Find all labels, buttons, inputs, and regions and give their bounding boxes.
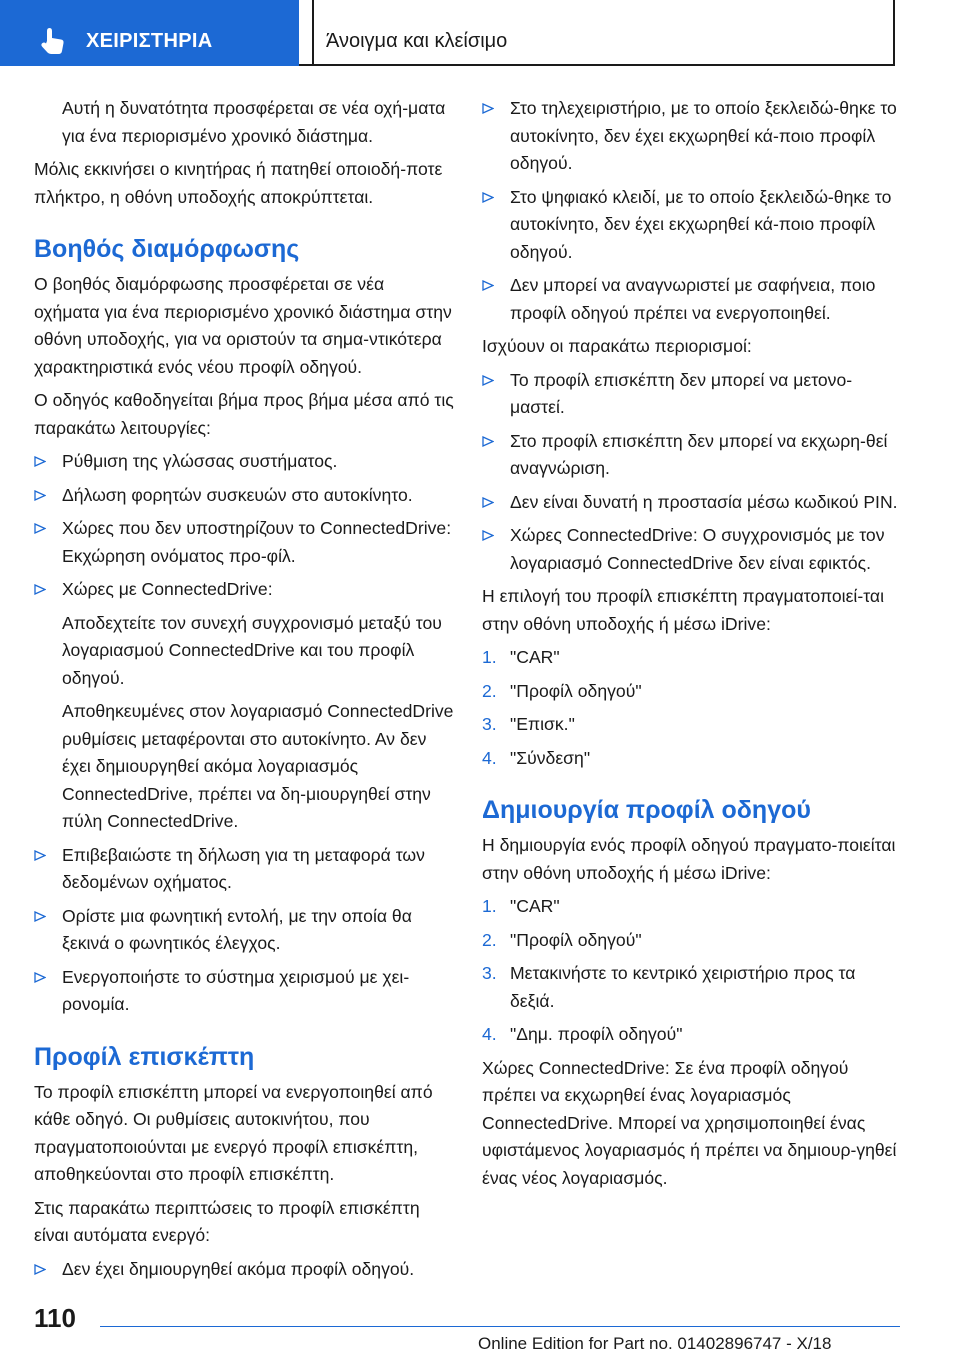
triangle-right-icon	[34, 584, 46, 595]
numbered-list-create	[482, 893, 902, 1049]
hand-pointer-icon	[40, 27, 66, 55]
right-column	[482, 95, 902, 1198]
triangle-right-icon	[482, 436, 494, 447]
triangle-right-icon	[482, 375, 494, 386]
list-item: 3. "Επισκ."	[482, 714, 575, 734]
page-header	[0, 0, 960, 68]
list-item: Χώρες ConnectedDrive: Ο συγχρονισμός με τον λογαριασμό ConnectedDrive δεν είναι εφικτός.	[482, 522, 902, 577]
list-item: Δήλωση φορητών συσκευών στο αυτοκίνητο.	[34, 482, 454, 510]
paragraph: Αυτή η δυνατότητα προσφέρεται σε νέα οχή-ματα για ένα περιορισμένο χρονικό διάστημα.	[62, 98, 446, 146]
triangle-right-icon	[482, 497, 494, 508]
triangle-right-icon	[34, 490, 46, 501]
section-heading-setup-assistant: Βοηθός διαμόρφωσης	[34, 235, 300, 263]
footer-rule	[100, 1326, 900, 1327]
triangle-right-icon	[34, 1264, 46, 1275]
list-item: Στο ψηφιακό κλειδί, με το οποίο ξεκλειδώ-θηκε το αυτοκίνητο, δεν έχει εκχωρηθεί κά-ποιο προφίλ οδηγού.	[482, 184, 902, 267]
bullet-list	[34, 1256, 454, 1284]
list-item: Το προφίλ επισκέπτη δεν μπορεί να μετονο-μαστεί.	[482, 367, 902, 422]
triangle-right-icon	[482, 192, 494, 203]
list-item: Δεν έχει δημιουργηθεί ακόμα προφίλ οδηγού.	[34, 1256, 454, 1284]
paragraph: Η δημιουργία ενός προφίλ οδηγού πραγματο-ποιείται στην οθόνη υποδοχής ή μέσω iDrive:	[482, 835, 896, 883]
section-heading-create-profile: Δημιουργία προφίλ οδηγού	[482, 796, 811, 824]
triangle-right-icon	[482, 280, 494, 291]
page-number: 110	[34, 1303, 76, 1333]
header-divider	[312, 0, 314, 66]
paragraph: Ισχύουν οι παρακάτω περιορισμοί:	[482, 336, 752, 356]
header-divider-right	[893, 0, 895, 66]
section-tab-label: ΧΕΙΡΙΣΤΗΡΙΑ	[86, 30, 213, 52]
paragraph: Ο βοηθός διαμόρφωσης προσφέρεται σε νέα οχήματα για ένα περιορισμένο χρονικό διάστημα στην οθόνη υποδοχής, για να οριστούν τα σημα-ντικότερα χαρακτηριστικά ενός νέου προφίλ οδηγού.	[34, 274, 452, 377]
section-heading-guest-profile: Προφίλ επισκέπτη	[34, 1042, 255, 1071]
list-item: 2. "Προφίλ οδηγού"	[482, 680, 642, 701]
list-item: Στο προφίλ επισκέπτη δεν μπορεί να εκχωρη-θεί αναγνώριση.	[482, 428, 902, 483]
triangle-right-icon	[482, 530, 494, 541]
header-rule	[299, 64, 895, 66]
bullet-list	[482, 95, 902, 327]
chapter-title: Άνοιγμα και κλείσιμο	[326, 30, 508, 52]
list-item: 1. "CAR"	[482, 896, 560, 916]
paragraph: Το προφίλ επισκέπτη μπορεί να ενεργοποιηθεί από κάθε οδηγό. Οι ρυθμίσεις αυτοκινήτου, που πραγματοποιούνται με ενεργό προφίλ επισκέπτη, αποθηκεύονται στο προφίλ επισκέπτη.	[34, 1081, 433, 1184]
list-item: Χώρες που δεν υποστηρίζουν το ConnectedDrive: Εκχώρηση ονόματος προ-φίλ.	[34, 515, 454, 570]
list-item: 4. "Δημ. προφίλ οδηγού"	[482, 1024, 683, 1044]
list-item: Δεν μπορεί να αναγνωριστεί με σαφήνεια, ποιο προφίλ οδηγού πρέπει να ενεργοποιηθεί.	[482, 272, 902, 327]
triangle-right-icon	[482, 103, 494, 114]
list-item: Δεν είναι δυνατή η προστασία μέσω κωδικού PIN.	[482, 489, 902, 517]
list-item: Ρύθμιση της γλώσσας συστήματος.	[34, 448, 454, 476]
list-item: 2. "Προφίλ οδηγού"	[482, 929, 642, 950]
paragraph: Μόλις εκκινήσει ο κινητήρας ή πατηθεί οποιοδή-ποτε πλήκτρο, η οθόνη υποδοχής αποκρύπτεται.	[34, 159, 443, 207]
section-tab[interactable]	[0, 0, 299, 66]
triangle-right-icon	[34, 456, 46, 467]
list-item: Χώρες με ConnectedDrive: Αποδεχτείτε τον συνεχή συγχρονισμό μεταξύ του λογαριασμού ConnectedDrive και του προφίλ οδηγού. Αποθηκευμένες στον λογαριασμό ConnectedDrive ρυθμίσεις μεταφέρονται στο αυτοκίνητο. Αν δεν έχει δημιουργηθεί ακόμα λογαριασμός ConnectedDrive, πρέπει να δη-μιουργηθεί στην πύλη ConnectedDrive.	[34, 576, 454, 836]
list-item: 1. "CAR"	[482, 647, 560, 667]
list-item: Επιβεβαιώστε τη δήλωση για τη μεταφορά των δεδομένων οχήματος.	[34, 842, 454, 897]
list-item: 4. "Σύνδεση"	[482, 747, 591, 768]
list-item-subparagraph: Αποθηκευμένες στον λογαριασμό ConnectedDrive ρυθμίσεις μεταφέρονται στο αυτοκίνητο. Αν δεν έχει δημιουργηθεί ακόμα λογαριασμός ConnectedDrive, πρέπει να δη-μιουργηθεί στην πύλη ConnectedDrive.	[62, 701, 454, 831]
list-item: 3. Μετακινήστε το κεντρικό χειριστήριο προς τα δεξιά.	[482, 963, 856, 1011]
paragraph: Η επιλογή του προφίλ επισκέπτη πραγματοποιεί-ται στην οθόνη υποδοχής ή μέσω iDrive:	[482, 586, 884, 634]
list-item: Στο τηλεχειριστήριο, με το οποίο ξεκλειδώ-θηκε το αυτοκίνητο, δεν έχει εκχωρηθεί κά-ποιο προφίλ οδηγού.	[482, 95, 902, 178]
triangle-right-icon	[34, 850, 46, 861]
triangle-right-icon	[34, 972, 46, 983]
triangle-right-icon	[34, 911, 46, 922]
list-item: Ενεργοποιήστε το σύστημα χειρισμού με χει-ρονομία.	[34, 964, 454, 1019]
numbered-list-guest	[482, 644, 902, 772]
paragraph: Χώρες ConnectedDrive: Σε ένα προφίλ οδηγού πρέπει να εκχωρηθεί ένας λογαριασμός ConnectedDrive. Μπορεί να χρησιμοποιηθεί ένας υφιστάμενος λογαριασμός ή πρέπει να δημιουρ-γηθεί ένας νέος λογαριασμός.	[482, 1057, 897, 1188]
paragraph: Ο οδηγός καθοδηγείται βήμα προς βήμα μέσα από τις παρακάτω λειτουργίες:	[34, 390, 454, 438]
left-column	[34, 95, 454, 1289]
paragraph: Στις παρακάτω περιπτώσεις το προφίλ επισκέπτη είναι αυτόματα ενεργό:	[34, 1197, 420, 1245]
list-item: Ορίστε μια φωνητική εντολή, με την οποία θα ξεκινά ο φωνητικός έλεγχος.	[34, 903, 454, 958]
bullet-list	[482, 367, 902, 578]
list-item-subparagraph: Αποδεχτείτε τον συνεχή συγχρονισμό μεταξύ του λογαριασμού ConnectedDrive και του προφίλ οδηγού.	[62, 612, 442, 688]
edition-note: Online Edition for Part no. 01402896747 - X/18	[478, 1334, 832, 1353]
bullet-list	[34, 448, 454, 1019]
triangle-right-icon	[34, 523, 46, 534]
